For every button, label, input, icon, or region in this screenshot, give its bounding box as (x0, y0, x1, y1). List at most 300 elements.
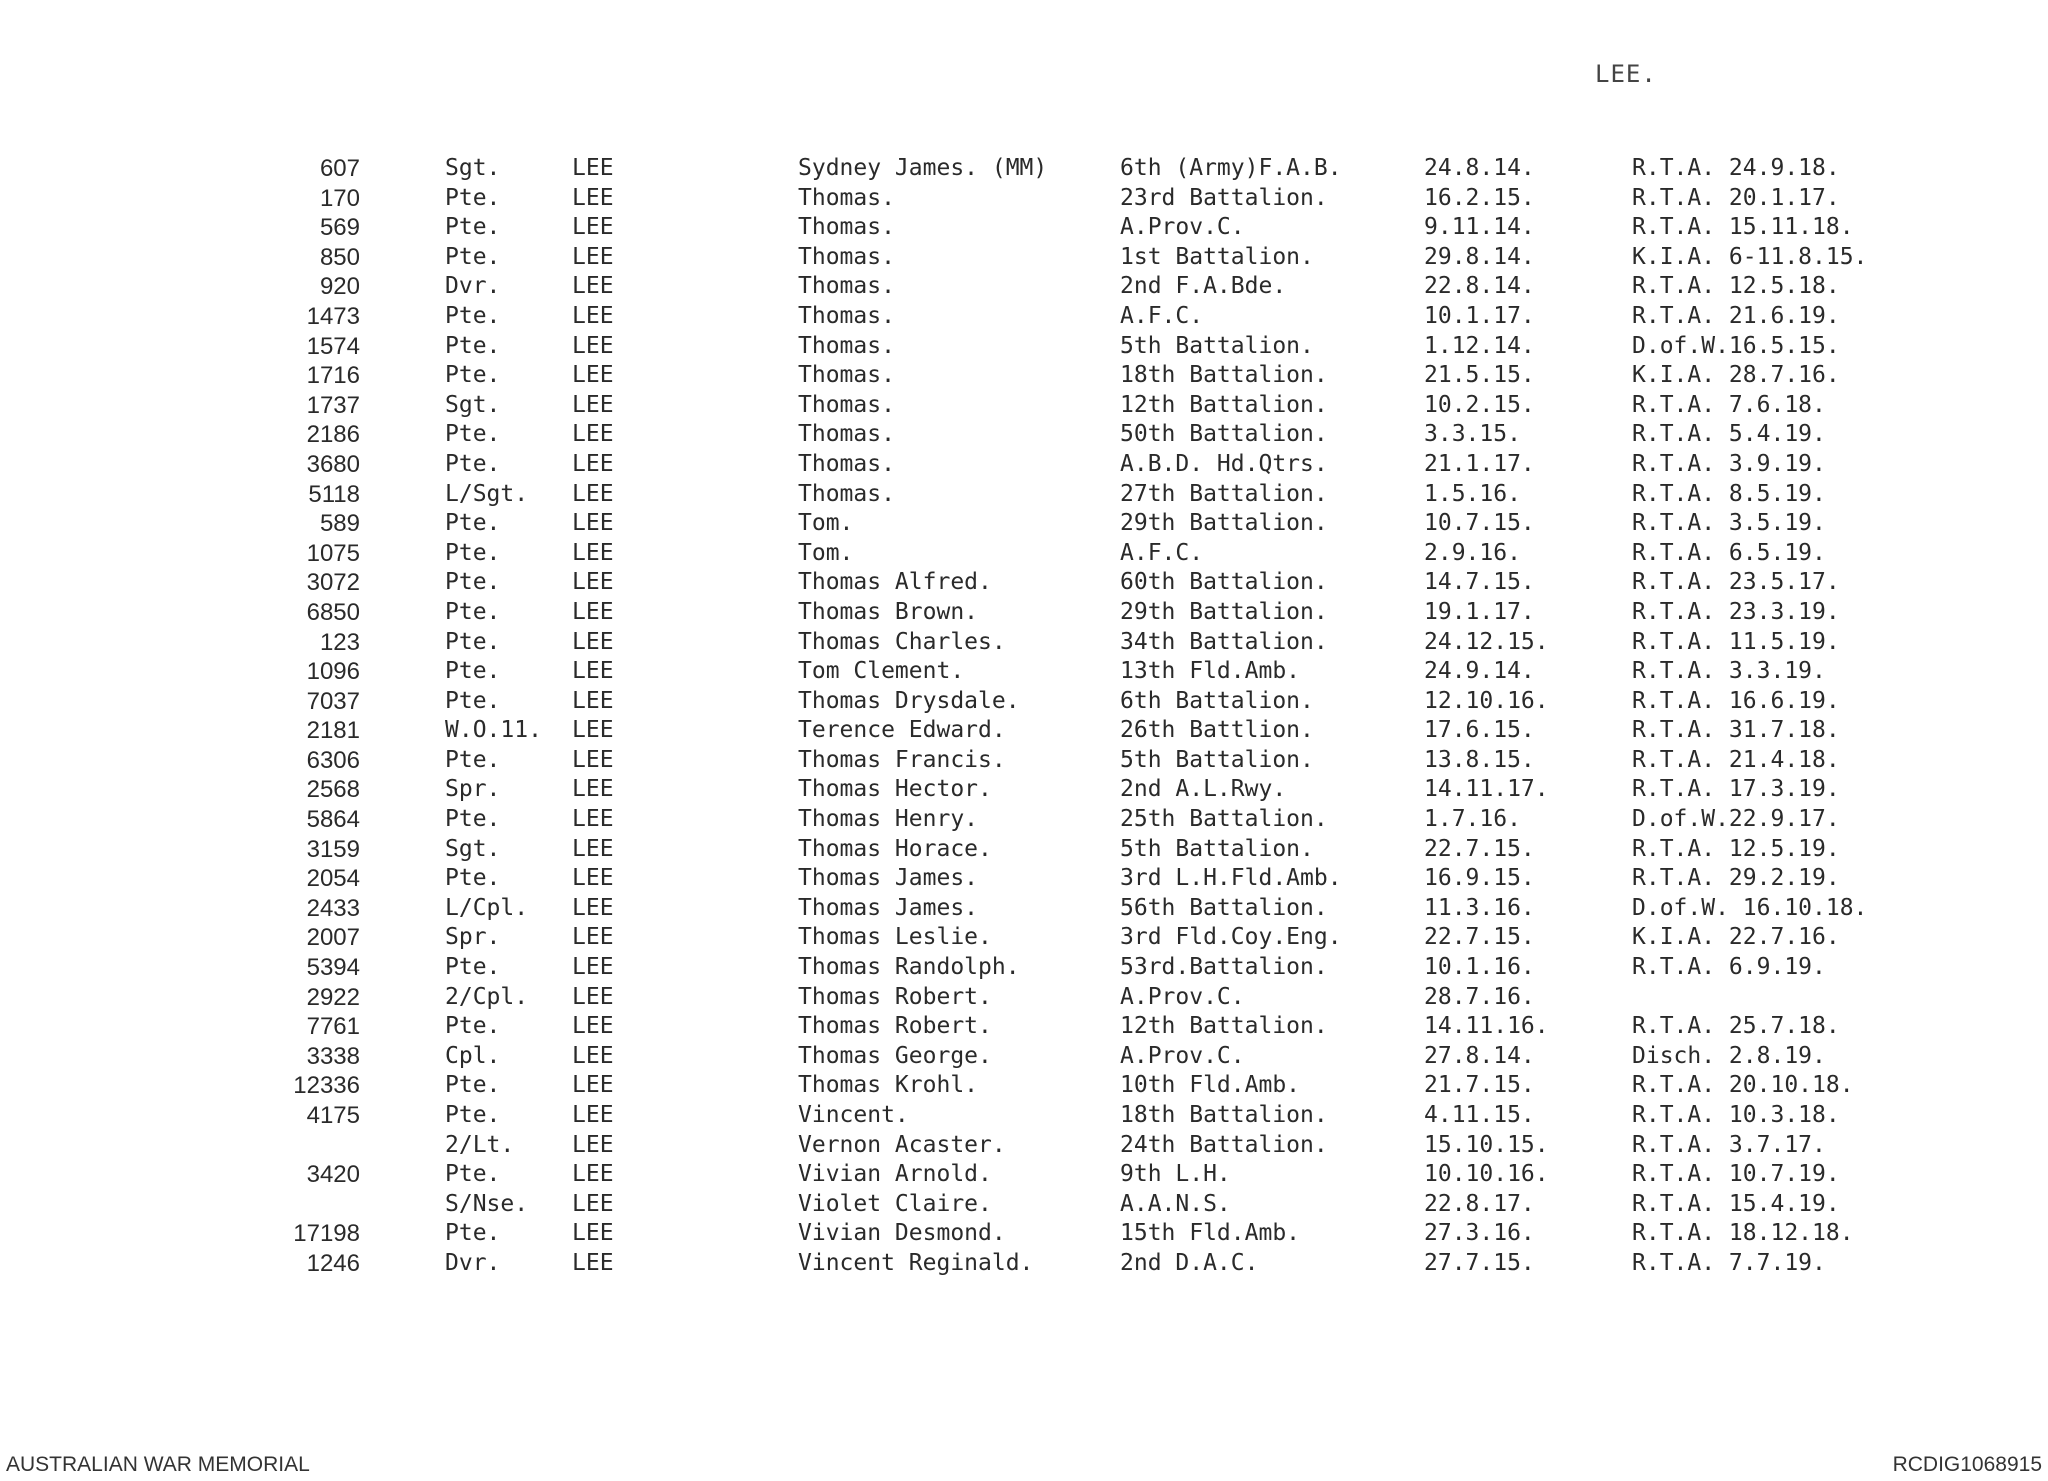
unit: 25th Battalion. (1120, 806, 1328, 833)
enlistment-date: 16.9.15. (1424, 865, 1535, 892)
surname: LEE (572, 243, 614, 270)
unit: 12th Battalion. (1120, 391, 1328, 418)
enlistment-date: 16.2.15. (1424, 184, 1535, 211)
surname: LEE (572, 1102, 614, 1128)
unit: 53rd.Battalion. (1120, 954, 1328, 981)
surname: LEE (572, 598, 614, 625)
fate: R.T.A. 16.6.19. (1632, 687, 1840, 714)
rank: Pte. (445, 954, 501, 981)
roll-entry (0, 628, 2048, 658)
fate: R.T.A. 12.5.18. (1632, 273, 1840, 300)
roll-entry (0, 923, 2048, 953)
surname: LEE (572, 924, 614, 951)
surname: LEE (572, 302, 614, 329)
regimental-number: 2181 (306, 717, 360, 745)
roll-entry (0, 391, 2048, 421)
enlistment-date: 27.7.15. (1424, 1249, 1535, 1276)
enlistment-date: 11.3.16. (1424, 894, 1535, 921)
fate: R.T.A. 6.9.19. (1632, 954, 1826, 981)
given-names: Vincent Reginald. (798, 1249, 1034, 1276)
roll-entry (0, 302, 2048, 332)
given-names: Thomas Charles. (798, 628, 1006, 655)
roll-entry (0, 835, 2048, 865)
page-heading: LEE. (1595, 60, 1657, 88)
rank: Pte. (445, 658, 501, 685)
unit: A.A.N.S. (1120, 1190, 1231, 1217)
surname: LEE (572, 450, 614, 477)
surname: LEE (572, 835, 614, 862)
regimental-number: 569 (319, 214, 360, 242)
unit: 26th Battlion. (1120, 717, 1314, 744)
roll-entry (0, 539, 2048, 569)
surname: LEE (572, 717, 614, 744)
unit: 60th Battalion. (1120, 569, 1328, 596)
unit: 29th Battalion. (1120, 598, 1328, 625)
rank: Pte. (445, 628, 501, 655)
enlistment-date: 1.5.16. (1424, 480, 1521, 507)
surname: LEE (572, 806, 614, 833)
rank: Pte. (445, 598, 501, 625)
given-names: Thomas. (798, 302, 895, 329)
fate: R.T.A. 21.4.18. (1632, 746, 1840, 773)
fate: R.T.A. 3.9.19. (1632, 450, 1826, 477)
footer-archive-name: AUSTRALIAN WAR MEMORIAL (6, 1453, 310, 1476)
regimental-number: 1246 (306, 1249, 360, 1277)
surname: LEE (572, 184, 614, 211)
given-names: Thomas. (798, 362, 895, 389)
surname: LEE (572, 391, 614, 418)
rank: 2/Cpl. (445, 983, 529, 1010)
regimental-number: 170 (319, 184, 360, 212)
enlistment-date: 15.10.15. (1424, 1131, 1549, 1158)
regimental-number: 589 (319, 510, 360, 538)
fate: R.T.A. 25.7.18. (1632, 1013, 1840, 1040)
unit: 23rd Battalion. (1120, 184, 1328, 211)
enlistment-date: 14.11.16. (1424, 1013, 1549, 1040)
regimental-number: 1574 (306, 332, 360, 360)
given-names: Thomas Brown. (798, 598, 979, 625)
roll-entry (0, 1101, 2048, 1131)
fate: R.T.A. 15.4.19. (1632, 1190, 1840, 1217)
enlistment-date: 10.10.16. (1424, 1161, 1549, 1188)
fate: R.T.A. 21.6.19. (1632, 302, 1840, 329)
enlistment-date: 9.11.14. (1424, 214, 1535, 241)
rank: Pte. (445, 806, 501, 833)
surname: LEE (572, 1220, 614, 1247)
enlistment-date: 21.5.15. (1424, 362, 1535, 389)
given-names: Thomas. (798, 332, 895, 359)
enlistment-date: 10.1.16. (1424, 954, 1535, 981)
fate: R.T.A. 29.2.19. (1632, 865, 1840, 892)
enlistment-date: 27.3.16. (1424, 1220, 1535, 1247)
unit: A.Prov.C. (1120, 1042, 1245, 1069)
regimental-number: 3159 (306, 835, 360, 863)
regimental-number: 2433 (306, 894, 360, 922)
regimental-number: 123 (319, 628, 360, 656)
enlistment-date: 1.12.14. (1424, 332, 1535, 359)
unit: 5th Battalion. (1120, 746, 1314, 773)
fate: R.T.A. 15.11.18. (1632, 214, 1854, 241)
given-names: Thomas Robert. (798, 1013, 992, 1040)
enlistment-date: 12.10.16. (1424, 687, 1549, 714)
given-names: Thomas. (798, 273, 895, 300)
regimental-number: 3680 (306, 450, 360, 478)
surname: LEE (572, 687, 614, 714)
given-names: Thomas Horace. (798, 835, 992, 862)
enlistment-date: 24.12.15. (1424, 628, 1549, 655)
unit: A.Prov.C. (1120, 983, 1245, 1010)
surname: LEE (572, 421, 614, 448)
unit: 18th Battalion. (1120, 1102, 1328, 1128)
surname: LEE (572, 1072, 614, 1099)
surname: LEE (572, 273, 614, 300)
roll-entry (0, 1131, 2048, 1161)
unit: 1st Battalion. (1120, 243, 1314, 270)
given-names: Thomas Hector. (798, 776, 992, 803)
roll-entry (0, 1071, 2048, 1101)
rank: L/Cpl. (445, 894, 529, 921)
given-names: Thomas Alfred. (798, 569, 992, 596)
roll-entry (0, 1249, 2048, 1279)
unit: 15th Fld.Amb. (1120, 1220, 1301, 1247)
rank: Sgt. (445, 155, 501, 181)
fate: D.of.W. 16.10.18. (1632, 894, 1868, 921)
fate: R.T.A. 10.3.18. (1632, 1102, 1840, 1128)
fate: R.T.A. 20.10.18. (1632, 1072, 1854, 1099)
unit: A.B.D. Hd.Qtrs. (1120, 450, 1328, 477)
unit: 3rd L.H.Fld.Amb. (1120, 865, 1342, 892)
surname: LEE (572, 1013, 614, 1040)
rank: Spr. (445, 776, 501, 803)
rank: Pte. (445, 302, 501, 329)
roll-entry (0, 657, 2048, 687)
regimental-number: 1716 (306, 362, 360, 390)
surname: LEE (572, 214, 614, 241)
regimental-number: 6306 (306, 746, 360, 774)
given-names: Thomas. (798, 243, 895, 270)
rank: Dvr. (445, 1249, 501, 1276)
surname: LEE (572, 954, 614, 981)
surname: LEE (572, 480, 614, 507)
given-names: Vivian Arnold. (798, 1161, 992, 1188)
fate: R.T.A. 23.5.17. (1632, 569, 1840, 596)
rank: Pte. (445, 1072, 501, 1099)
enlistment-date: 28.7.16. (1424, 983, 1535, 1010)
unit: 24th Battalion. (1120, 1131, 1328, 1158)
fate: R.T.A. 20.1.17. (1632, 184, 1840, 211)
roll-entry (0, 716, 2048, 746)
rank: Dvr. (445, 273, 501, 300)
surname: LEE (572, 510, 614, 537)
regimental-number: 7761 (306, 1013, 360, 1041)
surname: LEE (572, 539, 614, 566)
given-names: Vernon Acaster. (798, 1131, 1006, 1158)
rank: Spr. (445, 924, 501, 951)
regimental-number: 5864 (306, 806, 360, 834)
fate: R.T.A. 24.9.18. (1632, 155, 1840, 181)
enlistment-date: 2.9.16. (1424, 539, 1521, 566)
regimental-number: 1096 (306, 658, 360, 686)
unit: A.Prov.C. (1120, 214, 1245, 241)
fate: R.T.A. 12.5.19. (1632, 835, 1840, 862)
enlistment-date: 24.8.14. (1424, 155, 1535, 181)
rank: Sgt. (445, 835, 501, 862)
surname: LEE (572, 155, 614, 181)
roll-entry (0, 450, 2048, 480)
given-names: Thomas Henry. (798, 806, 979, 833)
surname: LEE (572, 569, 614, 596)
surname: LEE (572, 983, 614, 1010)
roll-entry (0, 894, 2048, 924)
roll-entry (0, 805, 2048, 835)
roll-entry (0, 480, 2048, 510)
roll-entry (0, 1012, 2048, 1042)
enlistment-date: 4.11.15. (1424, 1102, 1535, 1128)
roll-entry (0, 568, 2048, 598)
given-names: Vincent. (798, 1102, 909, 1128)
fate: R.T.A. 7.7.19. (1632, 1249, 1826, 1276)
unit: 6th (Army)F.A.B. (1120, 155, 1342, 181)
rank: Pte. (445, 510, 501, 537)
regimental-number: 2186 (306, 421, 360, 449)
regimental-number: 5118 (308, 480, 360, 508)
surname: LEE (572, 865, 614, 892)
enlistment-date: 22.7.15. (1424, 924, 1535, 951)
enlistment-date: 10.7.15. (1424, 510, 1535, 537)
fate: R.T.A. 7.6.18. (1632, 391, 1826, 418)
given-names: Thomas. (798, 480, 895, 507)
rank: Pte. (445, 539, 501, 566)
unit: 2nd A.L.Rwy. (1120, 776, 1287, 803)
unit: 2nd D.A.C. (1120, 1249, 1259, 1276)
surname: LEE (572, 628, 614, 655)
rank: Pte. (445, 746, 501, 773)
fate: R.T.A. 23.3.19. (1632, 598, 1840, 625)
surname: LEE (572, 1042, 614, 1069)
rank: Pte. (445, 243, 501, 270)
surname: LEE (572, 776, 614, 803)
unit: 18th Battalion. (1120, 362, 1328, 389)
unit: 13th Fld.Amb. (1120, 658, 1301, 685)
given-names: Thomas. (798, 391, 895, 418)
roll-entry (0, 1219, 2048, 1249)
given-names: Thomas. (798, 214, 895, 241)
given-names: Thomas Robert. (798, 983, 992, 1010)
rank: Pte. (445, 1220, 501, 1247)
surname: LEE (572, 362, 614, 389)
given-names: Violet Claire. (798, 1190, 992, 1217)
rank: L/Sgt. (445, 480, 529, 507)
enlistment-date: 21.7.15. (1424, 1072, 1535, 1099)
rank: Pte. (445, 450, 501, 477)
rank: Pte. (445, 214, 501, 241)
given-names: Thomas. (798, 184, 895, 211)
rank: Pte. (445, 1161, 501, 1188)
roll-entry (0, 1042, 2048, 1072)
rank: S/Nse. (445, 1190, 529, 1217)
unit: 2nd F.A.Bde. (1120, 273, 1287, 300)
roll-entry (0, 243, 2048, 273)
given-names: Tom. (798, 510, 854, 537)
unit: A.F.C. (1120, 302, 1204, 329)
regimental-number: 2922 (306, 983, 360, 1011)
given-names: Tom Clement. (798, 658, 965, 685)
regimental-number: 2054 (306, 865, 360, 893)
enlistment-date: 13.8.15. (1424, 746, 1535, 773)
regimental-number: 3420 (306, 1161, 360, 1189)
roll-entry (0, 1190, 2048, 1220)
roll-entry (0, 361, 2048, 391)
given-names: Thomas. (798, 421, 895, 448)
fate: Disch. 2.8.19. (1632, 1042, 1826, 1069)
roll-entry (0, 598, 2048, 628)
regimental-number: 2568 (306, 776, 360, 804)
roll-entry (0, 1160, 2048, 1190)
given-names: Tom. (798, 539, 854, 566)
unit: 34th Battalion. (1120, 628, 1328, 655)
enlistment-date: 21.1.17. (1424, 450, 1535, 477)
unit: 9th L.H. (1120, 1161, 1231, 1188)
enlistment-date: 24.9.14. (1424, 658, 1535, 685)
unit: 3rd Fld.Coy.Eng. (1120, 924, 1342, 951)
footer-record-id: RCDIG1068915 (1892, 1453, 2042, 1476)
nominal-roll-list (0, 154, 2048, 1279)
enlistment-date: 29.8.14. (1424, 243, 1535, 270)
roll-entry (0, 332, 2048, 362)
rank: W.O.11. (445, 717, 542, 744)
regimental-number: 850 (319, 243, 360, 271)
regimental-number: 3072 (306, 569, 360, 597)
enlistment-date: 1.7.16. (1424, 806, 1521, 833)
surname: LEE (572, 1190, 614, 1217)
rank: Pte. (445, 687, 501, 714)
given-names: Thomas Drysdale. (798, 687, 1020, 714)
roll-entry (0, 983, 2048, 1013)
regimental-number: 6850 (306, 598, 360, 626)
fate: R.T.A. 3.3.19. (1632, 658, 1826, 685)
fate: R.T.A. 3.5.19. (1632, 510, 1826, 537)
surname: LEE (572, 894, 614, 921)
fate: R.T.A. 11.5.19. (1632, 628, 1840, 655)
given-names: Thomas. (798, 450, 895, 477)
surname: LEE (572, 658, 614, 685)
enlistment-date: 22.8.17. (1424, 1190, 1535, 1217)
fate: R.T.A. 31.7.18. (1632, 717, 1840, 744)
rank: Sgt. (445, 391, 501, 418)
enlistment-date: 10.1.17. (1424, 302, 1535, 329)
enlistment-date: 27.8.14. (1424, 1042, 1535, 1069)
fate: D.of.W.22.9.17. (1632, 806, 1840, 833)
enlistment-date: 17.6.15. (1424, 717, 1535, 744)
given-names: Thomas James. (798, 894, 979, 921)
enlistment-date: 14.7.15. (1424, 569, 1535, 596)
regimental-number: 7037 (306, 687, 360, 715)
unit: 27th Battalion. (1120, 480, 1328, 507)
given-names: Terence Edward. (798, 717, 1006, 744)
unit: 6th Battalion. (1120, 687, 1314, 714)
rank: Pte. (445, 184, 501, 211)
rank: Pte. (445, 569, 501, 596)
surname: LEE (572, 1131, 614, 1158)
fate: K.I.A. 22.7.16. (1632, 924, 1840, 951)
roll-entry (0, 184, 2048, 214)
roll-entry (0, 420, 2048, 450)
roll-entry (0, 509, 2048, 539)
roll-entry (0, 272, 2048, 302)
regimental-number: 1075 (306, 539, 360, 567)
enlistment-date: 10.2.15. (1424, 391, 1535, 418)
given-names: Thomas George. (798, 1042, 992, 1069)
fate: R.T.A. 8.5.19. (1632, 480, 1826, 507)
unit: 12th Battalion. (1120, 1013, 1328, 1040)
regimental-number: 920 (319, 273, 360, 301)
fate: R.T.A. 10.7.19. (1632, 1161, 1840, 1188)
regimental-number: 12336 (293, 1072, 360, 1100)
surname: LEE (572, 1249, 614, 1276)
roll-entry (0, 953, 2048, 983)
surname: LEE (572, 332, 614, 359)
unit: 5th Battalion. (1120, 835, 1314, 862)
roll-entry (0, 687, 2048, 717)
given-names: Thomas Krohl. (798, 1072, 979, 1099)
rank: Pte. (445, 332, 501, 359)
regimental-number: 4175 (306, 1102, 360, 1129)
roll-entry (0, 746, 2048, 776)
fate: R.T.A. 18.12.18. (1632, 1220, 1854, 1247)
surname: LEE (572, 746, 614, 773)
given-names: Thomas Leslie. (798, 924, 992, 951)
enlistment-date: 22.7.15. (1424, 835, 1535, 862)
rank: Pte. (445, 1102, 501, 1128)
given-names: Thomas Randolph. (798, 954, 1020, 981)
fate: D.of.W.16.5.15. (1632, 332, 1840, 359)
fate: R.T.A. 17.3.19. (1632, 776, 1840, 803)
rank: Pte. (445, 865, 501, 892)
regimental-number: 3338 (306, 1042, 360, 1070)
rank: Pte. (445, 362, 501, 389)
rank: Pte. (445, 421, 501, 448)
given-names: Vivian Desmond. (798, 1220, 1006, 1247)
unit: 29th Battalion. (1120, 510, 1328, 537)
given-names: Sydney James. (MM) (798, 155, 1048, 181)
enlistment-date: 14.11.17. (1424, 776, 1549, 803)
enlistment-date: 19.1.17. (1424, 598, 1535, 625)
roll-entry (0, 775, 2048, 805)
enlistment-date: 22.8.14. (1424, 273, 1535, 300)
fate: R.T.A. 3.7.17. (1632, 1131, 1826, 1158)
roll-entry (0, 154, 2048, 184)
fate: R.T.A. 5.4.19. (1632, 421, 1826, 448)
unit: 5th Battalion. (1120, 332, 1314, 359)
surname: LEE (572, 1161, 614, 1188)
fate: K.I.A. 6-11.8.15. (1632, 243, 1868, 270)
unit: 56th Battalion. (1120, 894, 1328, 921)
regimental-number: 1737 (306, 391, 360, 419)
fate: R.T.A. 6.5.19. (1632, 539, 1826, 566)
rank: Cpl. (445, 1042, 501, 1069)
rank: Pte. (445, 1013, 501, 1040)
regimental-number: 607 (319, 155, 360, 182)
regimental-number: 5394 (306, 954, 360, 982)
roll-entry (0, 213, 2048, 243)
regimental-number: 2007 (306, 924, 360, 952)
regimental-number: 17198 (293, 1220, 360, 1248)
regimental-number: 1473 (306, 302, 360, 330)
unit: A.F.C. (1120, 539, 1204, 566)
fate: K.I.A. 28.7.16. (1632, 362, 1840, 389)
rank: 2/Lt. (445, 1131, 515, 1158)
roll-entry (0, 864, 2048, 894)
